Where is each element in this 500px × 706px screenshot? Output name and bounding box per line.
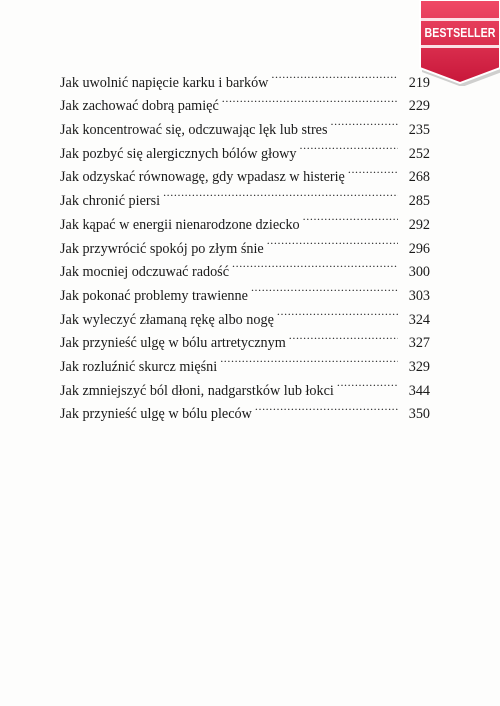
toc-entry-title: Jak pozbyć się alergicznych bólów głowy xyxy=(60,145,297,162)
toc-entry-page: 327 xyxy=(408,335,430,352)
toc-entry-title: Jak mocniej odczuwać radość xyxy=(60,264,229,281)
toc-entry-page: 292 xyxy=(408,216,430,233)
toc-entry-page: 296 xyxy=(408,240,430,257)
dot-leader xyxy=(300,134,398,158)
dot-leader xyxy=(222,87,398,111)
toc-entry-page: 285 xyxy=(408,193,430,210)
toc-entry-title: Jak wyleczyć złamaną rękę albo nogę xyxy=(60,311,274,328)
bestseller-badge xyxy=(418,0,500,86)
dot-leader xyxy=(251,276,398,300)
dot-leader xyxy=(232,253,398,277)
toc-entry-title: Jak zmniejszyć ból dłoni, nadgarstków lub łokci xyxy=(60,382,334,399)
toc-entry-title: Jak zachować dobrą pamięć xyxy=(60,98,219,115)
dot-leader xyxy=(277,300,398,324)
toc-entry-title: Jak przynieść ulgę w bólu artretycznym xyxy=(60,335,286,352)
dot-leader xyxy=(255,395,398,419)
dot-leader xyxy=(271,63,398,87)
dot-leader xyxy=(163,181,398,205)
toc-entry-page: 252 xyxy=(408,145,430,162)
dot-leader xyxy=(303,205,398,229)
dot-leader xyxy=(289,324,398,348)
toc-entry-page: 303 xyxy=(408,287,430,304)
toc-entry-page: 219 xyxy=(408,74,430,91)
dot-leader xyxy=(348,158,398,182)
toc-entry-title: Jak odzyskać równowagę, gdy wpadasz w histerię xyxy=(60,169,345,186)
dot-leader xyxy=(267,229,398,253)
toc-entry-page: 229 xyxy=(408,98,430,115)
toc-entry-page: 350 xyxy=(408,406,430,423)
dot-leader xyxy=(331,110,399,134)
toc-entry-title: Jak uwolnić napięcie karku i barków xyxy=(60,74,269,91)
bestseller-label: BESTSELLER xyxy=(424,26,496,40)
dot-leader xyxy=(337,371,398,395)
ribbon-badge-icon xyxy=(418,0,500,86)
toc-entry-page: 324 xyxy=(408,311,430,328)
toc-entry xyxy=(60,63,430,91)
toc-entry-title: Jak przynieść ulgę w bólu pleców xyxy=(60,406,252,423)
toc-entry-title: Jak rozluźnić skurcz mięśni xyxy=(60,358,218,375)
dot-leader xyxy=(220,347,398,371)
toc-entry-title: Jak przywrócić spokój po złym śnie xyxy=(60,240,264,257)
toc-entry-title: Jak pokonać problemy trawienne xyxy=(60,287,248,304)
table-of-contents xyxy=(60,63,430,423)
toc-entry-page: 268 xyxy=(408,169,430,186)
toc-entry-title: Jak chronić piersi xyxy=(60,193,161,210)
toc-entry-page: 344 xyxy=(408,382,430,399)
toc-entry-page: 329 xyxy=(408,358,430,375)
toc-entry-title: Jak kąpać w energii nienarodzone dziecko xyxy=(60,216,300,233)
toc-entry-page: 235 xyxy=(408,122,430,139)
toc-entry-title: Jak koncentrować się, odczuwając lęk lub stres xyxy=(60,122,328,139)
toc-entry-page: 300 xyxy=(408,264,430,281)
